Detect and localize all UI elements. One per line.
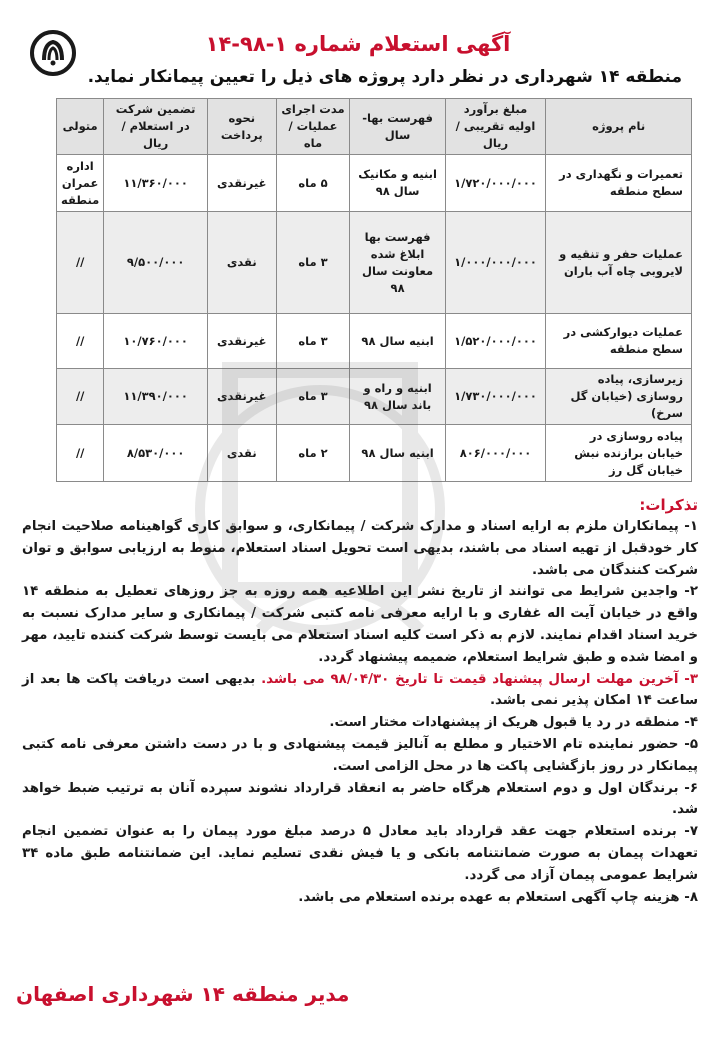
note-item-5: ۵- حضور نماینده تام الاختیار و مطلع به آنالیز قیمت پیشنهادی و با در دست داشتن معرفی نامه کتبی پیمانکار در روز بازگشایی پاکت ها در محل الزامی است.	[22, 736, 698, 774]
table-row	[57, 155, 692, 212]
cell-duration: ۳ ماه	[276, 212, 350, 314]
note-item-7: ۷- برنده استعلام جهت عقد قرارداد باید معادل ۵ درصد مبلغ مورد پیمان را به عنوان تضمین انجام تعهدات پیمان به صورت ضمانتنامه بانکی و یا فیش نقدی تسلیم نماید. این ضمانتنامه طبق ماده ۳۴ شرایط عمومی پیمان آزاد می گردد.	[22, 824, 698, 883]
cell-estimate: ۱/۰۰۰/۰۰۰/۰۰۰	[445, 212, 546, 314]
column-header-duration: مدت اجرای عملیات / ماه	[276, 99, 350, 155]
announcement-subtitle: منطقه ۱۴ شهرداری در نظر دارد پروژه های ذیل را تعیین پیمانکار نماید.	[87, 67, 682, 87]
cell-guarantee: ۱۱/۳۹۰/۰۰۰	[104, 369, 208, 425]
table-row	[57, 314, 692, 369]
cell-project-name: عملیات دیوارکشی در سطح منطقه	[546, 314, 692, 369]
note-item-1: ۱- پیمانکاران ملزم به ارایه اسناد و مدارک شرکت / پیمانکاری، و سوابق کاری گواهینامه صلاحیت انجام کار خودقبل از تهیه اسناد می باشند، بدیهی است تحویل اسناد استعلام، منوط به ارزیابی سوابق و توان شرکت کنندگان می باشد.	[22, 519, 698, 578]
table-header-row	[57, 99, 692, 155]
cell-guarantee: ۱۱/۳۶۰/۰۰۰	[104, 155, 208, 212]
cell-project-name: تعمیرات و نگهداری در سطح منطقه	[546, 155, 692, 212]
cell-duration: ۵ ماه	[276, 155, 350, 212]
cell-estimate: ۱/۷۲۰/۰۰۰/۰۰۰	[445, 155, 546, 212]
cell-owner: //	[57, 314, 104, 369]
cell-project-name: زیرسازی، پیاده روسازی (خیابان گل سرخ)	[546, 369, 692, 425]
note-item-8: ۸- هزینه چاپ آگهی استعلام به عهده برنده استعلام می باشد.	[298, 889, 698, 905]
column-header-price-list: فهرست بها- سال	[350, 99, 445, 155]
announcement-title: آگهی استعلام شماره ۱-۹۸-۱۴	[205, 32, 511, 56]
column-header-project-name: نام پروژه	[546, 99, 692, 155]
cell-payment: غیرنقدی	[207, 314, 276, 369]
cell-guarantee: ۸/۵۳۰/۰۰۰	[104, 425, 208, 482]
cell-project-name: پیاده روسازی در خیابان برازنده نبش خیابان گل رز	[546, 425, 692, 482]
column-header-guarantee: تضمین شرکت در استعلام / ریال	[104, 99, 208, 155]
note-deadline-text: ۳- آخرین مهلت ارسال پیشنهاد قیمت تا تاریخ ۹۸/۰۴/۳۰ می باشد.	[261, 671, 698, 687]
note-deadline-rest: بدیهی است دریافت پاکت ها بعد از ساعت ۱۴ امکان پذیر نمی باشد.	[22, 671, 698, 709]
cell-guarantee: ۱۰/۷۶۰/۰۰۰	[104, 314, 208, 369]
cell-estimate: ۱/۷۳۰/۰۰۰/۰۰۰	[445, 369, 546, 425]
notes-heading: تذکرات:	[639, 496, 698, 514]
projects-table	[56, 98, 692, 482]
signature: مدیر منطقه ۱۴ شهرداری اصفهان	[16, 982, 350, 1006]
note-item-4: ۴- منطقه در رد یا قبول هریک از پیشنهادات مختار است.	[329, 715, 698, 731]
cell-payment: غیرنقدی	[207, 155, 276, 212]
column-header-owner: متولی	[57, 99, 104, 155]
note-item-2: ۲- واجدین شرایط می توانند از تاریخ نشر این اطلاعیه همه روزه به جز روزهای تعطیل به منطقه ۱۴ واقع در خیابان آیت اله غفاری و با ارایه معرفی نامه کتبی شرکت / پیمانکاری و سایر مدارک نسبت به خرید اسناد اقدام نمایند. لازم به ذکر است کلیه اسناد استعلام می بایست توسط شرکت کننده تایید، مهر و امضا شده و طبق شرایط استعلام، ضمیمه پیشنهاد گردد.	[22, 584, 698, 665]
notes-list	[14, 516, 702, 908]
cell-owner: //	[57, 212, 104, 314]
table-row	[57, 212, 692, 314]
cell-guarantee: ۹/۵۰۰/۰۰۰	[104, 212, 208, 314]
cell-duration: ۳ ماه	[276, 314, 350, 369]
cell-duration: ۲ ماه	[276, 425, 350, 482]
column-header-payment: نحوه پرداخت	[207, 99, 276, 155]
cell-payment: نقدی	[207, 425, 276, 482]
note-item-3	[22, 669, 698, 713]
cell-price-list: ابنیه سال ۹۸	[350, 314, 445, 369]
cell-price-list: ابنیه سال ۹۸	[350, 425, 445, 482]
cell-price-list: ابنیه و مکانیک سال ۹۸	[350, 155, 445, 212]
cell-owner: //	[57, 369, 104, 425]
cell-price-list: فهرست بها ابلاغ شده معاونت سال ۹۸	[350, 212, 445, 314]
cell-estimate: ۸۰۶/۰۰۰/۰۰۰	[445, 425, 546, 482]
cell-duration: ۳ ماه	[276, 369, 350, 425]
cell-project-name: عملیات حفر و تنقیه و لایروبی چاه آب باران	[546, 212, 692, 314]
column-header-estimate: مبلغ برآورد اولیه تقریبی / ریال	[445, 99, 546, 155]
cell-price-list: ابنیه و راه و باند سال ۹۸	[350, 369, 445, 425]
cell-estimate: ۱/۵۲۰/۰۰۰/۰۰۰	[445, 314, 546, 369]
cell-owner: اداره عمران منطقه	[57, 155, 104, 212]
note-item-6: ۶- برندگان اول و دوم استعلام هرگاه حاضر به انعقاد قرارداد نشوند سپرده آنان به ترتیب ضبط خواهد شد.	[22, 780, 698, 818]
cell-payment: نقدی	[207, 212, 276, 314]
cell-payment: غیرنقدی	[207, 369, 276, 425]
table-row	[57, 425, 692, 482]
cell-owner: //	[57, 425, 104, 482]
table-row	[57, 369, 692, 425]
municipality-logo-icon	[30, 30, 76, 76]
